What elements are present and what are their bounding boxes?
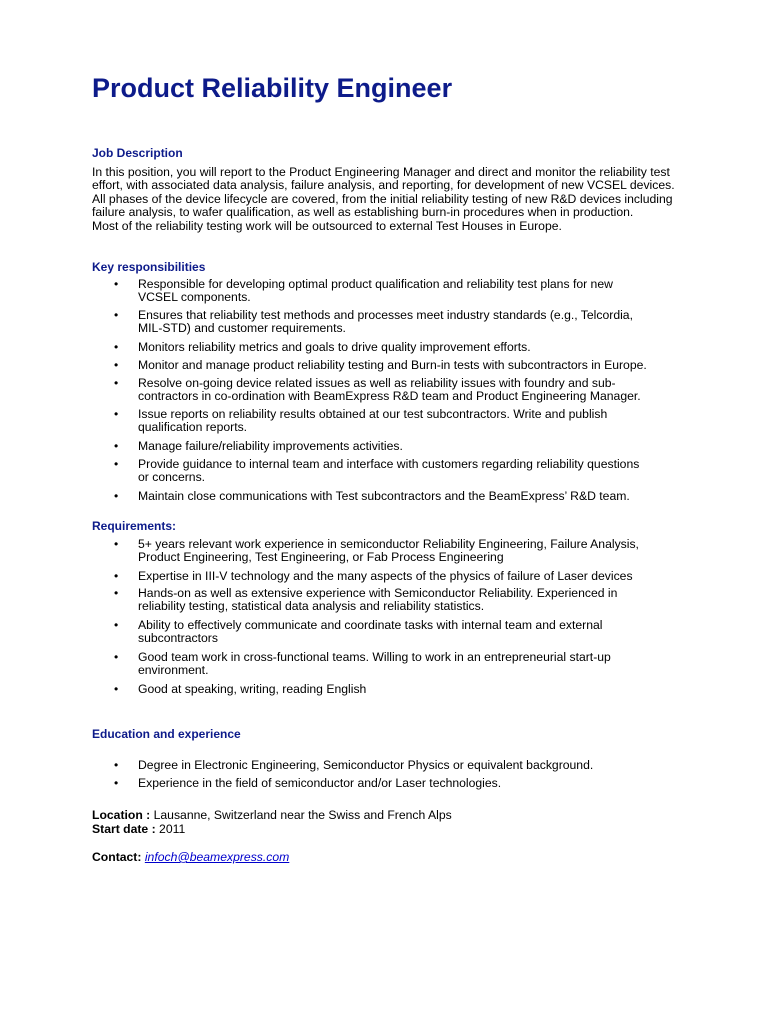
- start-date-value: 2011: [155, 822, 186, 836]
- responsibility-item-line: Manage failure/reliability improvements activities.: [138, 439, 403, 453]
- start-date-label: Start date :: [92, 822, 156, 836]
- responsibility-item-line: Provide guidance to internal team and interface with customers regarding reliability questions: [138, 457, 640, 471]
- contact-label: Contact:: [92, 850, 142, 864]
- requirement-item-text: [138, 587, 698, 614]
- requirements-heading: Requirements:: [92, 519, 177, 533]
- responsibility-item-line: Ensures that reliability test methods and processes meet industry standards (e.g., Telcordia,: [138, 308, 633, 322]
- education-item-text: [138, 759, 698, 772]
- job-description-line: failure analysis, to wafer qualification, as well as establishing burn-in procedures when in production.: [92, 205, 634, 220]
- bullet-icon: •: [114, 586, 119, 600]
- responsibility-item-line: Resolve on-going device related issues as well as reliability issues with foundry and sub-: [138, 376, 616, 390]
- bullet-icon: •: [114, 776, 119, 790]
- responsibility-item-line: Issue reports on reliability results obtained at our test subcontractors. Write and publish: [138, 407, 608, 421]
- bullet-icon: •: [114, 407, 119, 421]
- responsibility-item-line: MIL-STD) and customer requirements.: [138, 321, 346, 336]
- responsibility-item-line: VCSEL components.: [138, 290, 251, 305]
- education-heading: Education and experience: [92, 727, 241, 741]
- responsibility-item-line: Maintain close communications with Test subcontractors and the BeamExpress’ R&D team.: [138, 489, 630, 503]
- job-description-line: In this position, you will report to the Product Engineering Manager and direct and monitor the reliability test: [92, 165, 670, 179]
- bullet-icon: •: [114, 758, 119, 772]
- bullet-icon: •: [114, 277, 119, 291]
- responsibility-item-line: or concerns.: [138, 470, 206, 485]
- requirement-item-text: [138, 538, 698, 565]
- responsibility-item-text: [138, 408, 698, 435]
- responsibility-item-line: qualification reports.: [138, 420, 248, 435]
- requirement-item-line: Expertise in III-V technology and the many aspects of the physics of failure of Laser devices: [138, 569, 633, 583]
- education-item-line: Degree in Electronic Engineering, Semiconductor Physics or equivalent background.: [138, 758, 594, 772]
- requirement-item-line: reliability testing, statistical data analysis and reliability statistics.: [138, 599, 485, 614]
- job-description-heading: Job Description: [92, 146, 183, 160]
- bullet-icon: •: [114, 439, 119, 453]
- location-value: Lausanne, Switzerland near the Swiss and French Alps: [150, 808, 452, 822]
- bullet-icon: •: [114, 618, 119, 632]
- requirement-item-line: Ability to effectively communicate and coordinate tasks with internal team and external: [138, 618, 603, 632]
- responsibility-item-text: [138, 341, 698, 354]
- key-responsibilities-heading: Key responsibilities: [92, 260, 206, 274]
- responsibility-item-line: Monitor and manage product reliability testing and Burn-in tests with subcontractors in Europe.: [138, 358, 647, 372]
- bullet-icon: •: [114, 537, 119, 551]
- responsibility-item-line: Responsible for developing optimal product qualification and reliability test plans for new: [138, 277, 613, 291]
- bullet-icon: •: [114, 340, 119, 354]
- bullet-icon: •: [114, 650, 119, 664]
- requirement-item-text: [138, 651, 698, 678]
- location-row: [92, 808, 452, 822]
- contact-row: [92, 850, 289, 864]
- education-item-line: Experience in the field of semiconductor and/or Laser technologies.: [138, 776, 502, 790]
- requirement-item-line: environment.: [138, 663, 209, 678]
- bullet-icon: •: [114, 569, 119, 583]
- job-description-line: All phases of the device lifecycle are covered, from the initial reliability testing of new R&D devices including: [92, 191, 673, 206]
- page-title: Product Reliability Engineer: [92, 73, 453, 103]
- education-item-text: [138, 777, 698, 790]
- requirement-item-line: Product Engineering, Test Engineering, or Fab Process Engineering: [138, 550, 504, 565]
- requirement-item-text: [138, 570, 698, 583]
- requirement-item-text: [138, 683, 698, 696]
- responsibility-item-line: Monitors reliability metrics and goals to drive quality improvement efforts.: [138, 340, 531, 354]
- job-description-line: effort, with associated data analysis, failure analysis, and reporting, for development of new VCSEL devices.: [92, 178, 675, 193]
- responsibility-item-text: [138, 359, 698, 372]
- contact-email-link[interactable]: infoch@beamexpress.com: [144, 850, 290, 864]
- start-date-row: [92, 822, 185, 836]
- bullet-icon: •: [114, 682, 119, 696]
- responsibility-item-text: [138, 458, 698, 485]
- requirement-item-line: 5+ years relevant work experience in semiconductor Reliability Engineering, Failure Analysis,: [138, 537, 639, 551]
- job-description-line: Most of the reliability testing work will be outsourced to external Test Houses in Europe.: [92, 218, 562, 233]
- responsibility-item-text: [138, 309, 698, 336]
- bullet-icon: •: [114, 376, 119, 390]
- responsibility-item-text: [138, 440, 698, 453]
- requirement-item-line: subcontractors: [138, 631, 218, 646]
- requirement-item-line: Good at speaking, writing, reading English: [138, 682, 367, 696]
- responsibility-item-line: contractors in co-ordination with BeamExpress R&D team and Product Engineering Manager.: [138, 389, 641, 404]
- requirement-item-line: Hands-on as well as extensive experience with Semiconductor Reliability. Experienced in: [138, 586, 618, 600]
- bullet-icon: •: [114, 358, 119, 372]
- requirement-item-text: [138, 619, 698, 646]
- bullet-icon: •: [114, 457, 119, 471]
- responsibility-item-text: [138, 278, 698, 305]
- bullet-icon: •: [114, 308, 119, 322]
- responsibility-item-text: [138, 490, 698, 503]
- job-description-text: [92, 166, 722, 233]
- responsibility-item-text: [138, 377, 698, 404]
- requirement-item-line: Good team work in cross-functional teams. Willing to work in an entrepreneurial start-up: [138, 650, 611, 664]
- location-label: Location :: [92, 808, 151, 822]
- bullet-icon: •: [114, 489, 119, 503]
